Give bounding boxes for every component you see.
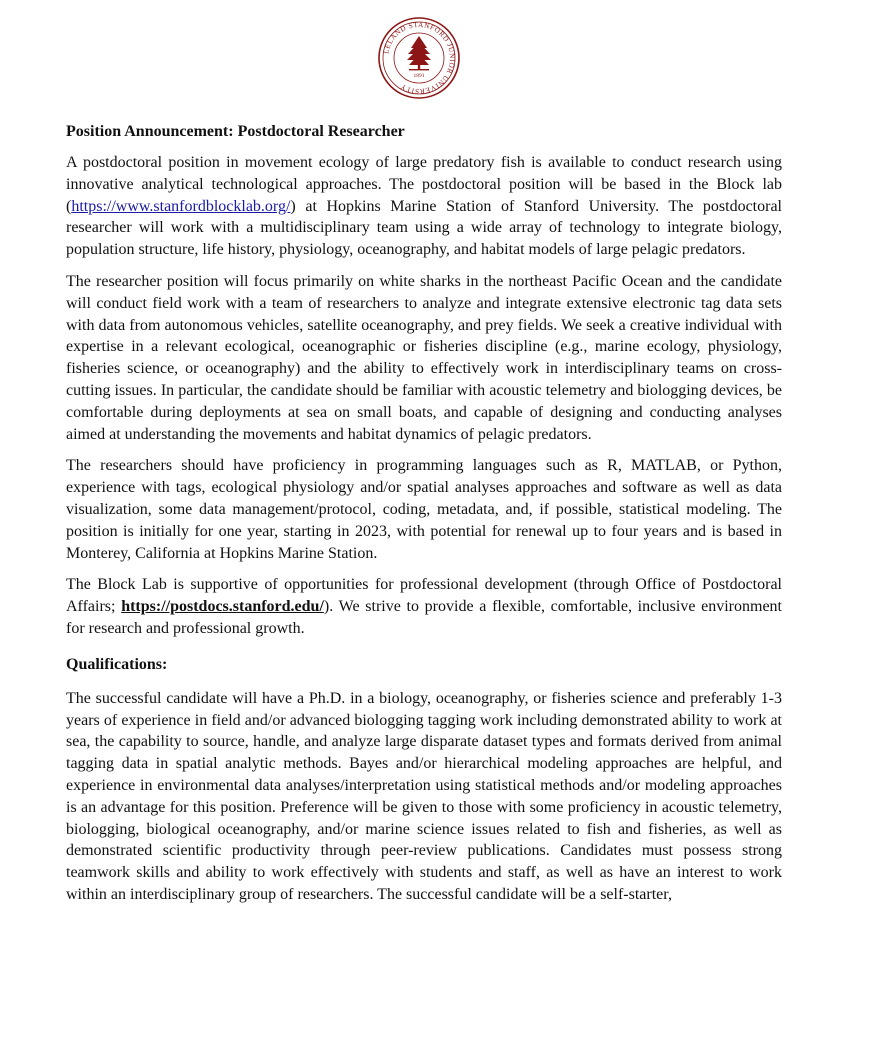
- paragraph-intro-text-start: A postdoctoral position in movement ecology of large predatory fish is available to conduct research using innovative analytical technological approaches. The postdoctoral position will be based in the Block lab (: [66, 154, 782, 215]
- stanford-seal-logo: [377, 14, 461, 102]
- paragraph-skills: The researchers should have proficiency in programming languages such as R, MATLAB, or Python, experience with tags, ecological physiology and/or spatial analyses approaches and software as well as data visualization, some data management/protocol, coding, metadata, and, if possible, statistical modeling. The position is initially for one year, starting in 2023, with potential for renewal up to four years and is based in Monterey, California at Hopkins Marine Station.: [66, 457, 782, 562]
- seal-ring-text: LELAND STANFORD JUNIOR UNIVERSITY: [382, 20, 457, 96]
- page-title: Position Announcement: Postdoctoral Researcher: [66, 123, 405, 140]
- paragraph-intro-text-end: ) at Hopkins Marine Station of Stanford University. The postdoctoral researcher will work with a multidisciplinary team using a wide array of technology to integrate biology, population structure, life history, physiology, oceanography, and habitat models of large pelagic predators.: [66, 197, 782, 259]
- paragraph-intro: [66, 152, 782, 261]
- paragraph-research-focus: The researcher position will focus primarily on white sharks in the northeast Pacific Ocean and the candidate will conduct field work with a team of researchers to analyze and integrate extensive electronic tag data sets with data from autonomous vehicles, satellite oceanography, and prey fields. We seek a creative individual with expertise in a relevant ecological, oceanographic or fisheries discipline (e.g., marine ecology, physiology, fisheries science, or oceanography) and the ability to effectively work in interdisciplinary teams on cross-cutting issues. In particular, the candidate should be familiar with acoustic telemetry and biologging devices, be comfortable during deployments at sea on small boats, and capable of designing and conducting analyses aimed at understanding the movements and habitat dynamics of pelagic predators.: [66, 272, 782, 443]
- qualifications-heading: Qualifications:: [66, 655, 168, 673]
- redwood-tree-icon: [407, 36, 431, 70]
- paragraph-qualifications: The successful candidate will have a Ph.D. in a biology, oceanography, or fisheries science and preferably 1-3 years of experience in field and/or advanced biologging tagging work including demonstrated ability to work at sea, the capability to source, handle, and analyze large disparate dataset types and formats derived from animal tagging data in spatial analytic methods. Bayes and/or hierarchical modeling approaches are helpful, and experience in environmental data analyses/interpretation using statistical methods and/or modeling approaches is an advantage for this position. Preference will be given to those with some proficiency in acoustic telemetry, biologging, biological oceanography, and/or marine science issues related to fish and fisheries, as well as demonstrated scientific productivity through peer-review publications. Candidates must possess strong teamwork skills and ability to work effectively with students and staff, as well as have an interest to work within an interdisciplinary group of researchers. The successful candidate will be a self-starter,: [66, 689, 782, 903]
- announcement-document: [66, 121, 782, 916]
- postdocs-link[interactable]: https://postdocs.stanford.edu/: [121, 598, 324, 616]
- paragraph-development-text-end: ). We strive to provide a flexible, comfortable, inclusive environment for research and professional growth.: [66, 598, 783, 637]
- paragraph-development-text-start: The Block Lab is supportive of opportunities for professional development (through Office of Postdoctoral Affairs;: [66, 576, 782, 616]
- block-lab-link[interactable]: https://www.stanfordblocklab.org/: [71, 197, 291, 215]
- seal-year: 1891: [413, 73, 425, 79]
- paragraph-development: [66, 574, 782, 639]
